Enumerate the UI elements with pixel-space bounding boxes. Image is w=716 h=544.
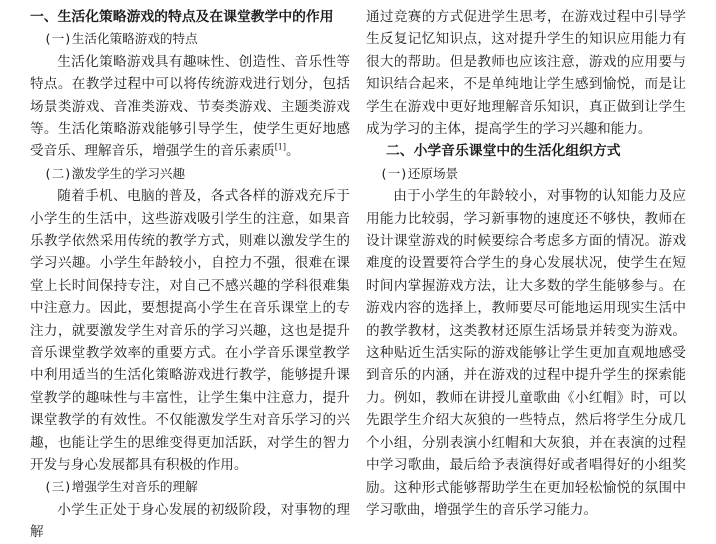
paragraph-features — [30, 51, 350, 163]
section-heading-2: 二、小学音乐课堂中的生活化组织方式 — [386, 143, 621, 160]
section-heading-1: 一、生活化策略游戏的特点及在课堂教学中的作用 — [30, 9, 334, 25]
subheading-restore-scene: (一)还原场景 — [380, 165, 459, 181]
paragraph-continued: 通过竞赛的方式促进学生思考，在游戏过程中引导学生反复记忆知识点，这对提升学生的知识应用能力有很大的帮助。但是教师也应该注意，游戏的应用要与知识结合起来，不是单纯地让学生感到愉悦，而是让学生在游戏中更好地理解音乐知识，真正做到让学生成为学习的主体，提高学生的学习兴趣和能力。 — [366, 9, 686, 138]
left-column — [30, 6, 350, 544]
paragraph-understanding: 小学生正处于身心发展的初级阶段，对事物的理解 — [30, 501, 350, 541]
subheading-understanding: (三)增强学生对音乐的理解 — [44, 479, 198, 495]
citation-ref: [1] — [274, 142, 287, 152]
paragraph-features-text: 生活化策略游戏具有趣味性、创造性、音乐性等特点。在教学过程中可以将传统游戏进行划分，包括场景类游戏、音准类游戏、节奏类游戏、主题类游戏等。生活化策略游戏能够引导学生，使学生更好地感受音乐、理解音乐，增强学生的音乐素质 — [30, 53, 350, 160]
right-column — [366, 6, 686, 521]
paragraph-features-end: 。 — [286, 143, 300, 160]
subheading-interest: (二)激发学生的学习兴趣 — [44, 165, 186, 181]
paragraph-restore-scene: 由于小学生的年龄较小，对事物的认知能力及应用能力比较弱，学习新事物的速度还不够快，教师在设计课堂游戏的时候要综合考虑多方面的情况。游戏难度的设置要符合学生的身心发展状况，使学生在短时间内掌握游戏方法，让大多数的学生能够参与。在游戏内容的选择上，教师要尽可能地运用现实生活中的教学教材，这类教材还原生活场景并转变为游戏。这种贴近生活实际的游戏能够让学生更加直观地感受到音乐的内涵，并在游戏的过程中提升学生的探索能力。例如，教师在讲授儿童歌曲《小红帽》时，可以先跟学生介绍大灰狼的一些特点，然后将学生分成几个小组，分别表演小红帽和大灰狼，并在表演的过程中学习歌曲，最后给予表演得好或者唱得好的小组奖励。这种形式能够帮助学生在更加轻松愉悦的氛围中学习歌曲，增强学生的音乐学习能力。 — [366, 188, 686, 518]
paragraph-interest: 随着手机、电脑的普及，各式各样的游戏充斥于小学生的生活中，这些游戏吸引学生的注意，如果音乐教学依然采用传统的教学方式，则难以激发学生的学习兴趣。小学生年龄较小，自控力不强，很难在课堂上长时间保持专注，对自己不感兴趣的学科很难集中注意力。因此，要想提高小学生在音乐课堂上的专注力，就要激发学生对音乐的学习兴趣，这也是提升音乐课堂教学效率的重要方式。在小学音乐课堂教学中利用适当的生活化策略游戏进行教学，能够提升课堂教学的趣味性与丰富性，让学生集中注意力，提升课堂教学的有效性。不仅能激发学生对音乐学习的兴趣，也能让学生的思维变得更加活跃，对学生的智力开发与身心发展都具有积极的作用。 — [30, 188, 350, 474]
subheading-features: (一)生活化策略游戏的特点 — [44, 31, 198, 47]
